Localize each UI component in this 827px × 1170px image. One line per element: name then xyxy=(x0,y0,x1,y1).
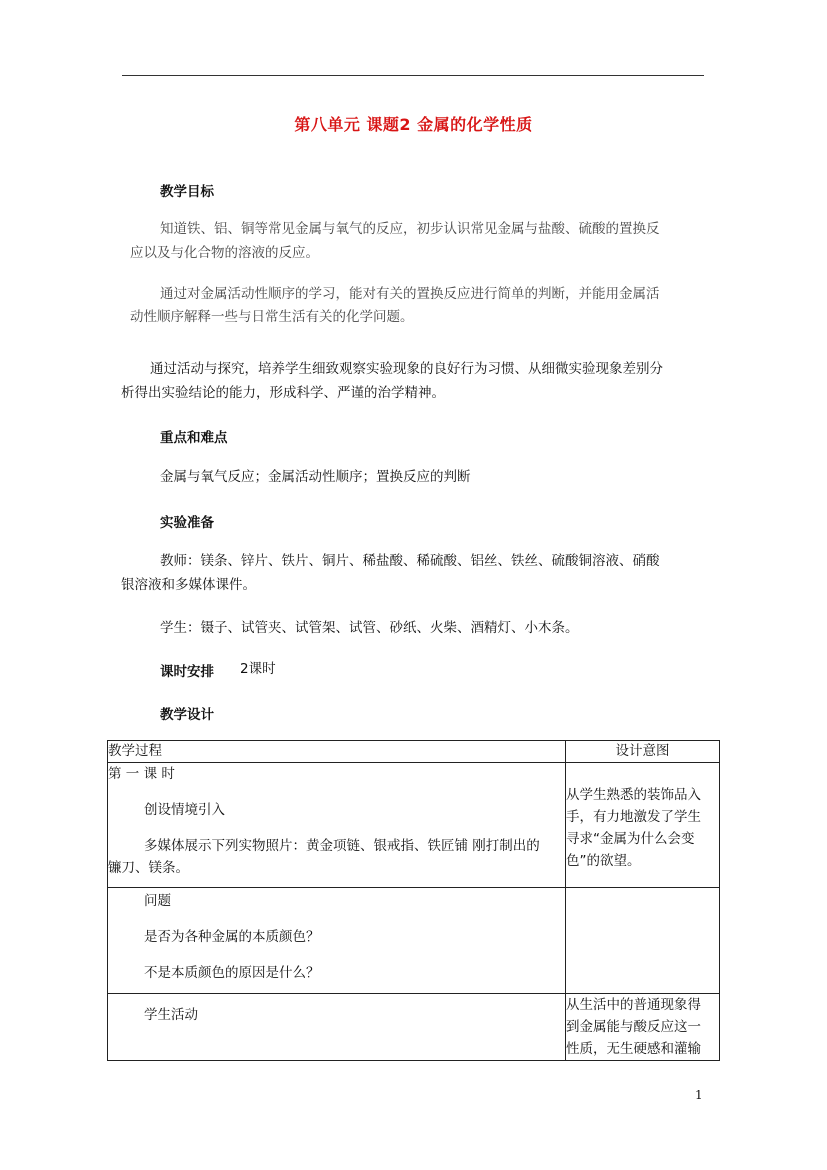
design-heading: 教学设计 xyxy=(160,707,214,723)
row1-intent: 从学生熟悉的装饰品入 手，有力地激发了学生 寻求“金属为什么会变 色”的欲望。 xyxy=(566,763,720,888)
row3-process xyxy=(108,994,566,1061)
question-label: 问题 xyxy=(144,893,171,909)
objective-2-line-2: 动性顺序解释一些与日常生活有关的化学问题。 xyxy=(130,309,414,325)
schedule-heading: 课时安排 xyxy=(160,664,214,680)
media-line-1: 多媒体展示下列实物照片：黄金项链、银戒指、铁匠铺 刚打制出的 xyxy=(144,838,540,854)
table-header-row xyxy=(108,741,720,763)
preparation-heading: 实验准备 xyxy=(160,515,214,531)
teacher-materials-line-1: 教师：镁条、锌片、铁片、铜片、稀盐酸、稀硫酸、铝丝、铁丝、硫酸铜溶液、硝酸 xyxy=(160,553,660,569)
key-points-text: 金属与氧气反应；金属活动性顺序；置换反应的判断 xyxy=(160,469,471,485)
intro-label: 创设情境引入 xyxy=(144,802,225,818)
key-points-heading: 重点和难点 xyxy=(160,430,228,446)
row2-intent xyxy=(566,888,720,994)
schedule-value: 2课时 xyxy=(240,661,276,677)
objective-2-line-1: 通过对金属活动性顺序的学习，能对有关的置换反应进行简单的判断，并能用金属活 xyxy=(160,286,660,302)
objective-1-line-1: 知道铁、铝、铜等常见金属与氧气的反应，初步认识常见金属与盐酸、硫酸的置换反 xyxy=(160,221,660,237)
question-1: 是否为各种金属的本质颜色？ xyxy=(144,929,320,945)
page-number: 1 xyxy=(695,1088,703,1102)
media-line-2: 镰刀、镁条。 xyxy=(108,860,189,876)
row3-intent: 从生活中的普通现象得 到金属能与酸反应这一 性质，无生硬感和灌输 xyxy=(566,994,720,1061)
row1-process xyxy=(108,763,566,888)
objective-3-line-2: 析得出实验结论的能力，形成科学、严谨的治学精神。 xyxy=(121,385,445,401)
objectives-heading: 教学目标 xyxy=(160,184,214,200)
header-rule xyxy=(122,75,704,76)
col-intent-header: 设计意图 xyxy=(566,741,720,763)
activity-label: 学生活动 xyxy=(144,1007,198,1023)
question-2: 不是本质颜色的原因是什么？ xyxy=(144,965,320,981)
table-row xyxy=(108,994,720,1061)
student-materials: 学生：镊子、试管夹、试管架、试管、砂纸、火柴、酒精灯、小木条。 xyxy=(160,620,579,636)
lesson-label: 第 一 课 时 xyxy=(108,766,175,782)
teacher-materials-line-2: 银溶液和多媒体课件。 xyxy=(121,577,256,593)
objective-3-line-1: 通过活动与探究，培养学生细致观察实验现象的良好行为习惯、从细微实验现象差别分 xyxy=(150,361,663,377)
table-row xyxy=(108,888,720,994)
col-process-header: 教学过程 xyxy=(108,741,566,763)
table-row xyxy=(108,763,720,888)
page-title: 第八单元 课题2 金属的化学性质 xyxy=(294,115,533,134)
objective-1-line-2: 应以及与化合物的溶液的反应。 xyxy=(130,245,319,261)
teaching-design-table xyxy=(107,740,720,1061)
row2-process xyxy=(108,888,566,994)
